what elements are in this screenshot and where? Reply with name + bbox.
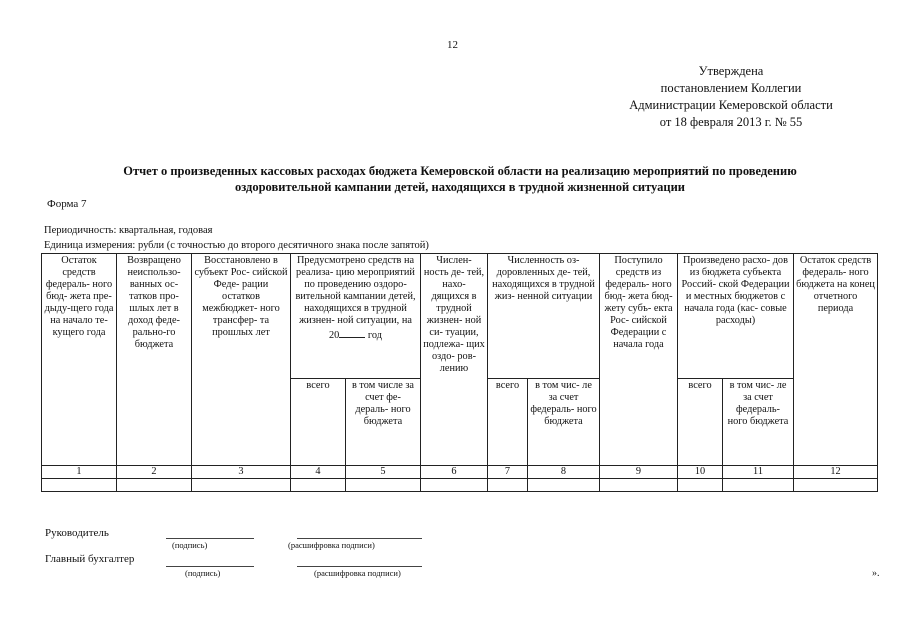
data-cell bbox=[346, 479, 421, 492]
column-number: 8 bbox=[528, 466, 600, 479]
header-col-2: Возвращено неиспользо- ванных ос- татков про- шлых лет в доход феде- рально-го бюджета bbox=[117, 254, 192, 466]
accountant-label: Главный бухгалтер bbox=[45, 553, 135, 565]
header-row-1 bbox=[42, 254, 878, 379]
report-table bbox=[41, 253, 878, 492]
subheader-col-10: всего bbox=[678, 379, 723, 466]
subheader-col-5: в том числе за счет фе- дераль- ного бюджета bbox=[346, 379, 421, 466]
data-cell bbox=[488, 479, 528, 492]
head-signature-caption: (подпись) bbox=[172, 540, 208, 550]
approval-line-4: от 18 февраля 2013 г. № 55 bbox=[659, 115, 803, 129]
header-col-7-8: Численность оз- доровленных де- тей, находящихся в трудной жиз- ненной ситуации bbox=[488, 254, 600, 379]
year-blank bbox=[339, 327, 365, 338]
column-number: 5 bbox=[346, 466, 421, 479]
subheader-col-7: всего bbox=[488, 379, 528, 466]
data-cell bbox=[421, 479, 488, 492]
data-cell bbox=[42, 479, 117, 492]
data-cell bbox=[723, 479, 794, 492]
document-title bbox=[40, 163, 880, 195]
title-line-2: оздоровительной кампании детей, находящихся в трудной жизненной ситуации bbox=[234, 180, 686, 194]
header-col-4-5 bbox=[291, 254, 421, 379]
unit-text: Единица измерения: рубли (с точностью до второго десятичного знака после запятой) bbox=[44, 240, 429, 251]
accountant-decoding-line bbox=[297, 566, 422, 567]
head-signature-line bbox=[166, 538, 254, 539]
column-number: 10 bbox=[678, 466, 723, 479]
approval-block bbox=[581, 63, 881, 131]
accountant-signature-line bbox=[166, 566, 254, 567]
header-col-4-5-year: год bbox=[367, 330, 382, 341]
column-number-row bbox=[42, 466, 878, 479]
approval-line-3: Администрации Кемеровской области bbox=[629, 98, 833, 112]
header-col-6: Числен- ность де- тей, нахо- дящихся в трудной жизнен- ной си- туации, подлежа- щих оздо- ров-лению bbox=[421, 254, 488, 466]
header-col-10-11: Произведено расхо- дов из бюджета субъекта Россий- ской Федерации и местных бюджетов с начала года (кас- совые расходы) bbox=[678, 254, 794, 379]
periodicity-text: Периодичность: квартальная, годовая bbox=[44, 225, 213, 236]
header-col-12: Остаток средств федераль- ного бюджета на конец отчетного периода bbox=[794, 254, 878, 466]
data-cell bbox=[528, 479, 600, 492]
column-number: 12 bbox=[794, 466, 878, 479]
data-cell bbox=[794, 479, 878, 492]
data-row-empty bbox=[42, 479, 878, 492]
accountant-decoding-caption: (расшифровка подписи) bbox=[314, 568, 401, 578]
head-label: Руководитель bbox=[45, 527, 109, 539]
data-cell bbox=[600, 479, 678, 492]
header-col-3: Восстановлено в субъект Рос- сийской Феде- рации остатков межбюджет- ного трансфер- та прошлых лет bbox=[192, 254, 291, 466]
subheader-col-4: всего bbox=[291, 379, 346, 466]
column-number: 9 bbox=[600, 466, 678, 479]
subheader-col-11: в том чис- ле за счет федераль- ного бюджета bbox=[723, 379, 794, 466]
column-number: 2 bbox=[117, 466, 192, 479]
data-cell bbox=[291, 479, 346, 492]
data-cell bbox=[117, 479, 192, 492]
title-line-1: Отчет о произведенных кассовых расходах бюджета Кемеровской области на реализацию мероприятий по проведению bbox=[123, 164, 797, 178]
column-number: 4 bbox=[291, 466, 346, 479]
column-number: 6 bbox=[421, 466, 488, 479]
closing-quote-mark: ». bbox=[872, 568, 880, 579]
header-col-1: Остаток средств федераль- ного бюд- жета пре- дыду-щего года на начало те- кущего года bbox=[42, 254, 117, 466]
header-col-9: Поступило средств из федераль- ного бюд- жета бюд- жету субъ- екта Рос- сийской Федерации с начала года bbox=[600, 254, 678, 466]
column-number: 3 bbox=[192, 466, 291, 479]
column-number: 1 bbox=[42, 466, 117, 479]
approval-line-2: постановлением Коллегии bbox=[660, 81, 802, 95]
page-number: 12 bbox=[447, 39, 458, 51]
form-label: Форма 7 bbox=[47, 198, 87, 210]
head-decoding-caption: (расшифровка подписи) bbox=[288, 540, 375, 550]
column-number: 11 bbox=[723, 466, 794, 479]
data-cell bbox=[192, 479, 291, 492]
column-number: 7 bbox=[488, 466, 528, 479]
data-cell bbox=[678, 479, 723, 492]
header-col-4-5-text: Предусмотрено средств на реализа- цию мероприятий по проведению оздоро- вительной кампании детей, находящихся в трудной жизнен- ной ситуации, на 20 bbox=[295, 255, 416, 341]
accountant-signature-caption: (подпись) bbox=[185, 568, 221, 578]
subheader-col-8: в том чис- ле за счет федераль- ного бюджета bbox=[528, 379, 600, 466]
head-decoding-line bbox=[297, 538, 422, 539]
approval-line-1: Утверждена bbox=[698, 64, 764, 78]
